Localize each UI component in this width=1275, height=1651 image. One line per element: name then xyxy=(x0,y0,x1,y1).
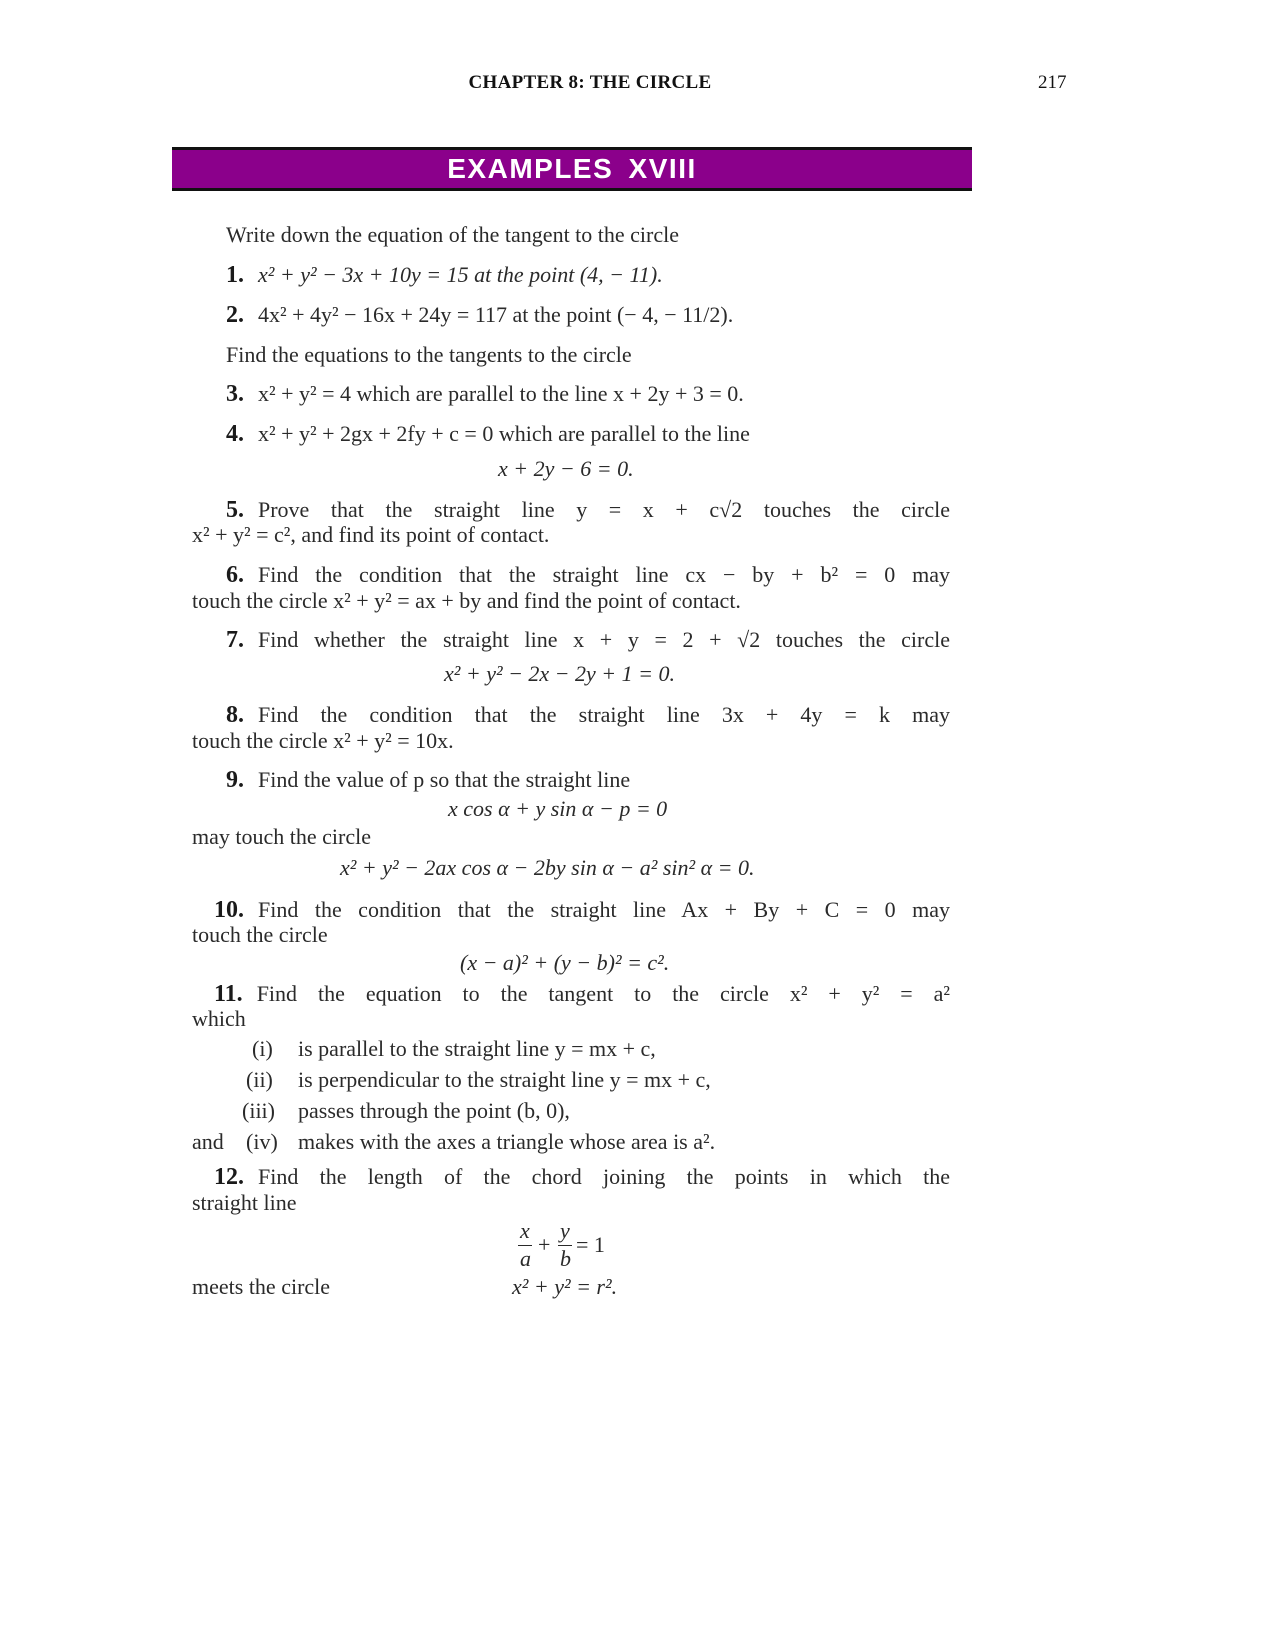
item-mark: (i) xyxy=(252,1036,273,1061)
question-number: 7. xyxy=(226,627,244,653)
page-number: 217 xyxy=(1038,72,1067,93)
question-11-cont: which xyxy=(192,1006,246,1031)
question-number: 6. xyxy=(226,562,244,588)
fraction-equation xyxy=(516,1218,636,1276)
question-text: Find the value of p so that the straight line xyxy=(258,767,631,792)
question-10 xyxy=(214,897,950,923)
question-text: Prove that the straight line y = x + c√2 touches the circle xyxy=(258,497,950,522)
banner-title: EXAMPLES XVIII xyxy=(447,153,697,184)
question-5 xyxy=(226,497,950,523)
item-text: is parallel to the straight line y = mx + c, xyxy=(298,1036,656,1061)
list-item xyxy=(246,1067,711,1093)
frac2-num: y xyxy=(560,1218,570,1243)
equation: x² + y² − 2ax cos α − 2by sin α − a² sin² α = 0. xyxy=(340,855,755,880)
chapter-title: CHAPTER 8: THE CIRCLE xyxy=(468,72,712,93)
equation: x² + y² = r². xyxy=(512,1274,618,1299)
intro-tangents: Find the equations to the tangents to the circle xyxy=(226,342,632,367)
and-word: and xyxy=(192,1129,224,1154)
question-9 xyxy=(226,767,630,793)
running-head xyxy=(0,72,1275,98)
question-text: x² + y² − 3x + 10y = 15 at the point (4, − 11). xyxy=(258,262,663,287)
frac2-den: b xyxy=(560,1246,571,1271)
question-6 xyxy=(226,562,950,588)
question-5-cont: x² + y² = c², and find its point of contact. xyxy=(192,522,550,547)
equation: x² + y² − 2x − 2y + 1 = 0. xyxy=(444,661,675,686)
question-number: 12. xyxy=(214,1164,244,1190)
list-item xyxy=(242,1098,570,1124)
question-8-cont: touch the circle x² + y² = 10x. xyxy=(192,728,454,753)
question-text: Find the equation to the tangent to the circle x² + y² = a² xyxy=(256,981,950,1006)
frac1-num: x xyxy=(520,1218,530,1243)
question-9-cont: may touch the circle xyxy=(192,824,371,849)
question-text: Find the condition that the straight line cx − by + b² = 0 may xyxy=(258,562,950,587)
question-8 xyxy=(226,702,950,728)
question-4 xyxy=(226,421,750,447)
question-7 xyxy=(226,627,950,653)
question-number: 9. xyxy=(226,767,244,793)
question-text: Find the condition that the straight line Ax + By + C = 0 may xyxy=(258,897,950,922)
equation: x cos α + y sin α − p = 0 xyxy=(448,796,668,821)
question-number: 1. xyxy=(226,262,244,288)
list-item xyxy=(252,1036,656,1062)
plus-sign: + xyxy=(538,1232,551,1257)
question-number: 4. xyxy=(226,421,244,447)
intro-tangent: Write down the equation of the tangent to the circle xyxy=(226,222,680,247)
question-number: 10. xyxy=(214,897,244,923)
question-text: x² + y² + 2gx + 2fy + c = 0 which are parallel to the line xyxy=(258,421,750,446)
equals-one: = 1 xyxy=(576,1232,605,1257)
question-number: 8. xyxy=(226,702,244,728)
item-mark: (ii) xyxy=(246,1067,273,1092)
question-text: x² + y² = 4 which are parallel to the line x + 2y + 3 = 0. xyxy=(258,381,744,406)
question-2 xyxy=(226,302,733,328)
question-number: 5. xyxy=(226,497,244,523)
question-text: Find the condition that the straight line 3x + 4y = k may xyxy=(258,702,950,727)
question-12 xyxy=(214,1164,950,1190)
frac1-den: a xyxy=(520,1246,531,1271)
item-mark: (iv) xyxy=(246,1129,278,1154)
question-1 xyxy=(226,262,663,288)
question-number: 3. xyxy=(226,381,244,407)
question-6-cont: touch the circle x² + y² = ax + by and find the point of contact. xyxy=(192,588,741,613)
question-11 xyxy=(214,981,950,1007)
item-text: makes with the axes a triangle whose area is a². xyxy=(298,1129,716,1154)
question-text: 4x² + 4y² − 16x + 24y = 117 at the point (− 4, − 11/2). xyxy=(258,302,734,327)
question-12-cont: meets the circle xyxy=(192,1274,331,1299)
equation: (x − a)² + (y − b)² = c². xyxy=(460,950,670,975)
equation: x + 2y − 6 = 0. xyxy=(498,456,634,481)
question-number: 11. xyxy=(214,981,243,1007)
question-12-cont: straight line xyxy=(192,1190,297,1215)
item-mark: (iii) xyxy=(242,1098,275,1123)
question-10-cont: touch the circle xyxy=(192,922,328,947)
item-text: is perpendicular to the straight line y = mx + c, xyxy=(298,1067,711,1092)
question-3 xyxy=(226,381,744,407)
question-number: 2. xyxy=(226,302,244,328)
list-item xyxy=(192,1129,715,1155)
question-text: Find the length of the chord joining the points in which the xyxy=(258,1164,950,1189)
question-text: Find whether the straight line x + y = 2 + √2 touches the circle xyxy=(258,627,950,652)
examples-banner xyxy=(172,147,972,191)
item-text: passes through the point (b, 0), xyxy=(298,1098,570,1123)
